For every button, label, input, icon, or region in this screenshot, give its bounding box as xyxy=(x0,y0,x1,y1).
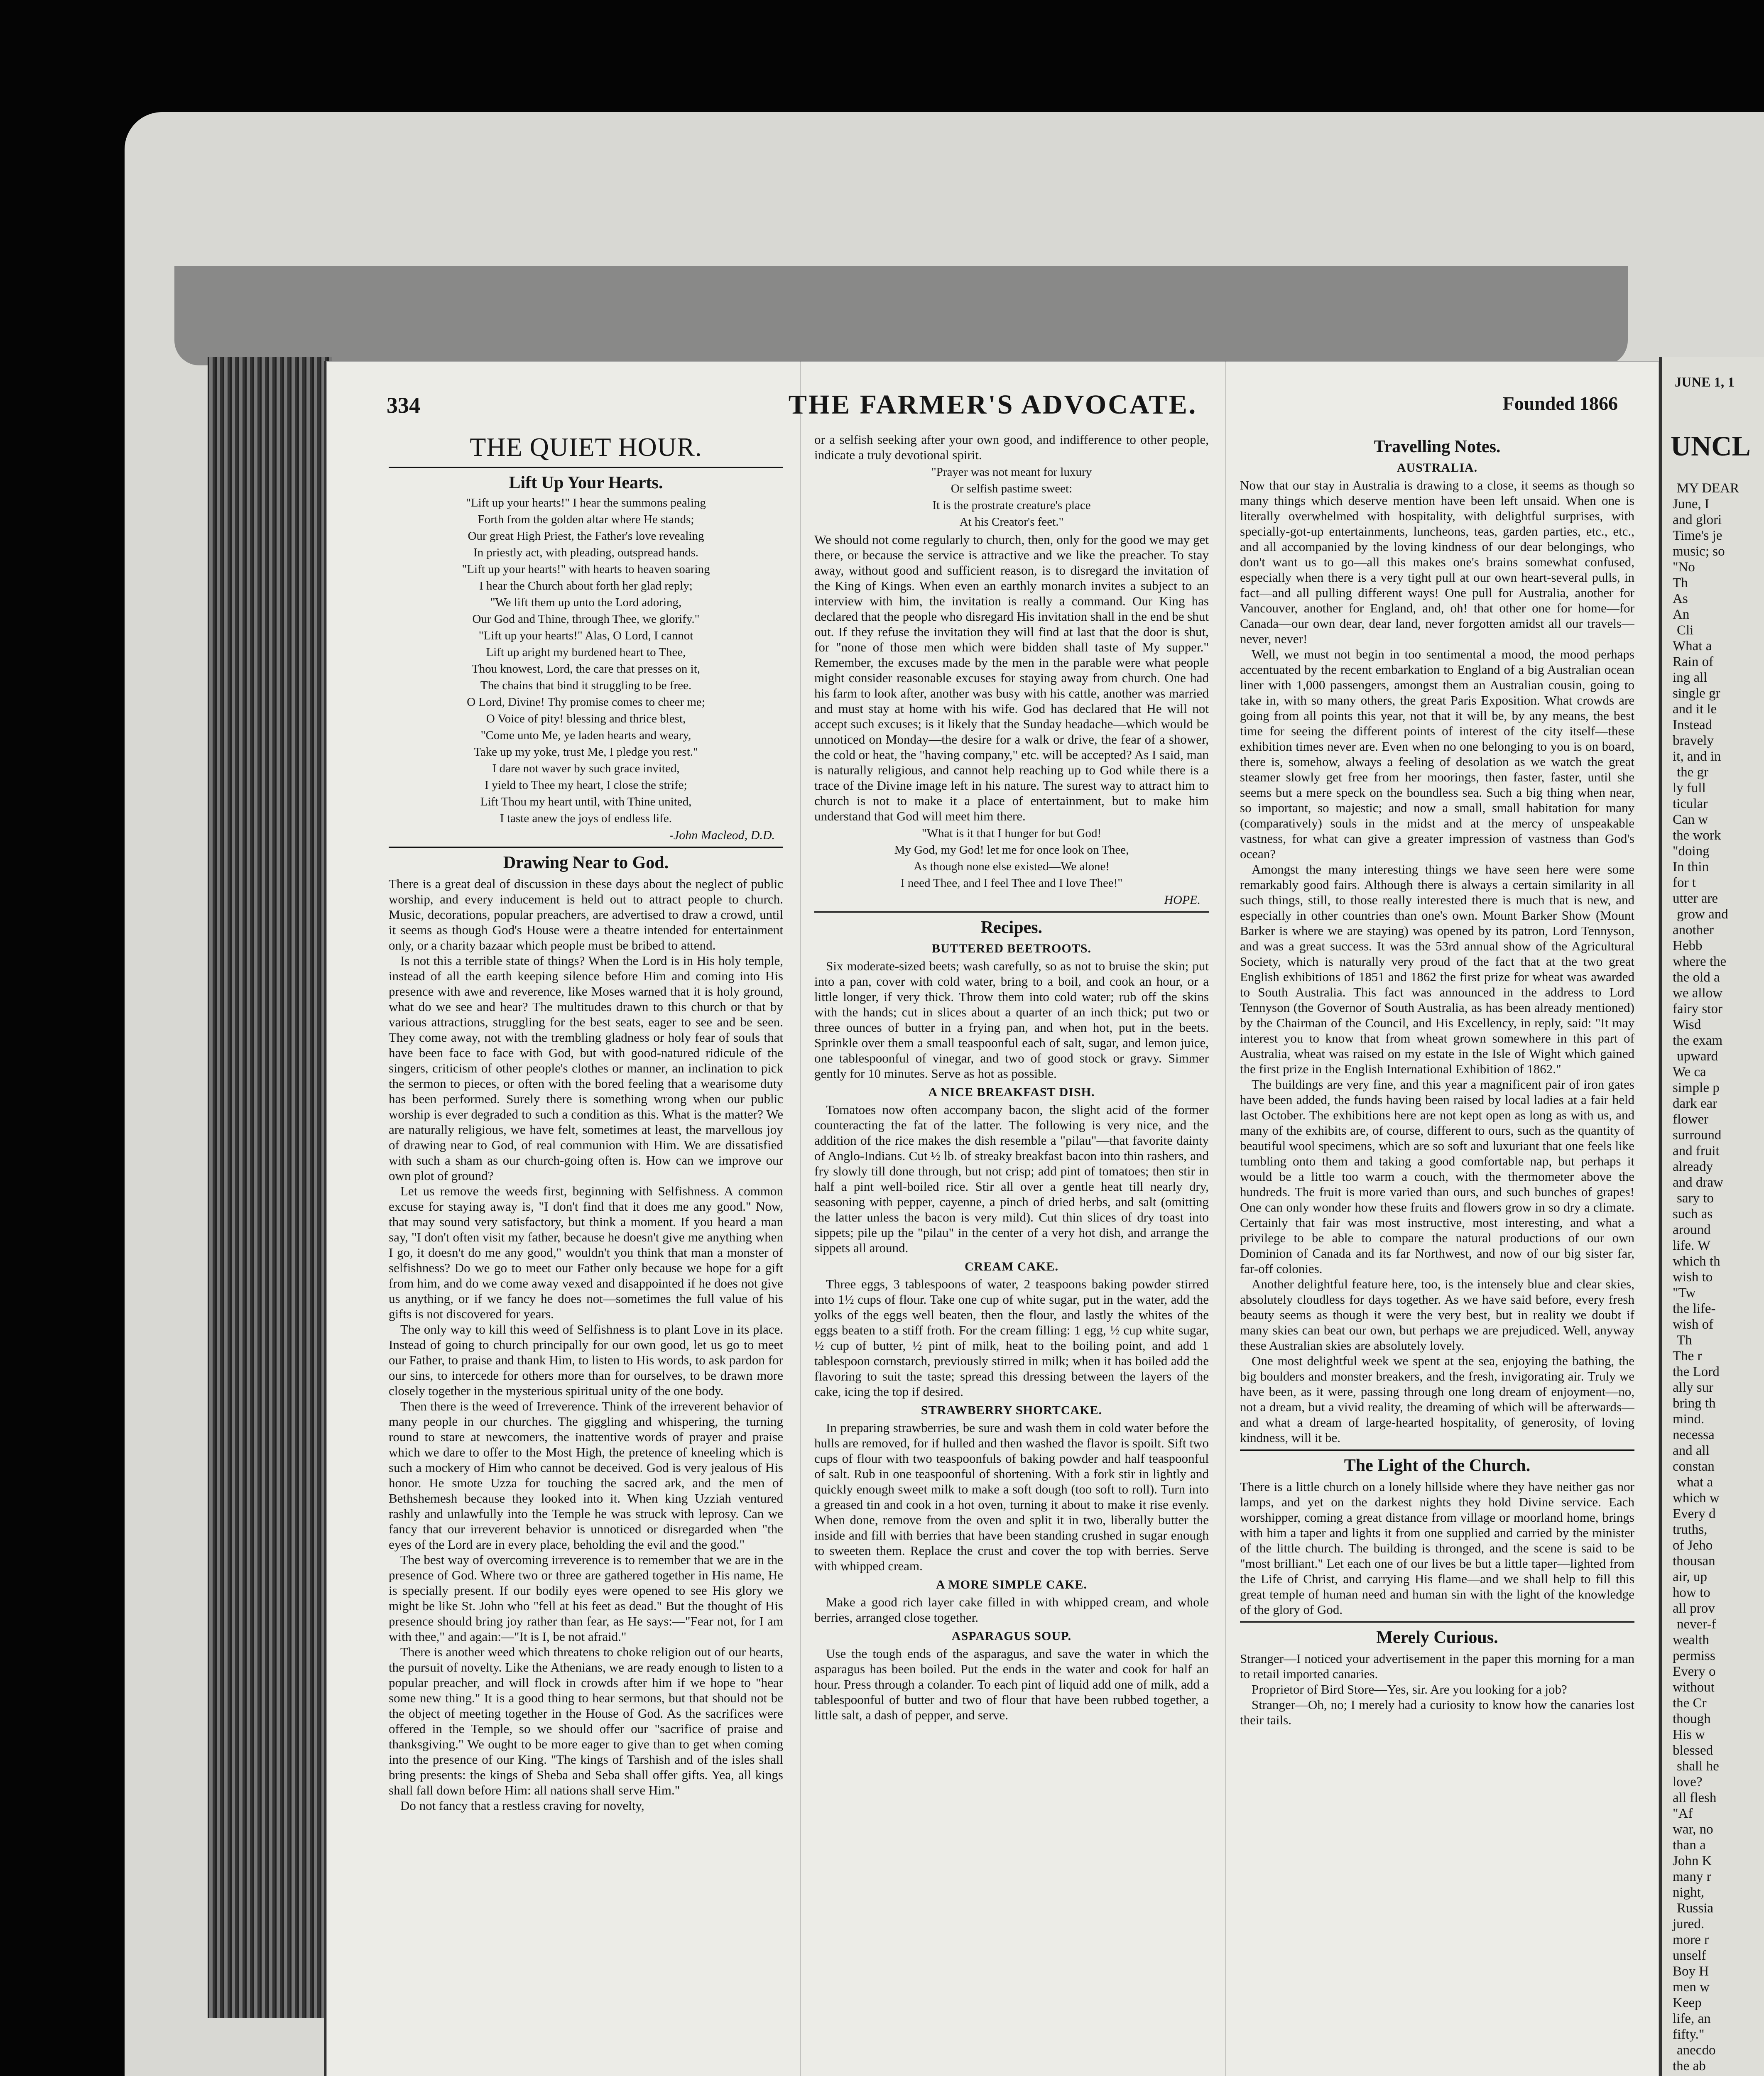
poem-line: In priestly act, with pleading, outspread hands. xyxy=(473,546,698,559)
quote-line: As though none else existed—We alone! xyxy=(913,860,1110,873)
adjacent-line: already xyxy=(1673,1159,1713,1174)
adjacent-line: which w xyxy=(1673,1491,1720,1506)
quote-line: At his Creator's feet." xyxy=(959,515,1064,529)
adjacent-line: Th xyxy=(1677,1333,1692,1348)
adjacent-line: John K xyxy=(1673,1853,1712,1868)
adjacent-line: Keep xyxy=(1673,1995,1702,2010)
adjacent-line: An xyxy=(1673,607,1690,622)
adjacent-line: blessed xyxy=(1673,1743,1713,1758)
adjacent-line: the Lord xyxy=(1673,1364,1720,1379)
adjacent-line: simple p xyxy=(1673,1080,1720,1095)
adjacent-line: the Cr xyxy=(1673,1696,1707,1711)
adjacent-line: and fruit xyxy=(1673,1143,1720,1158)
quote-line: My God, my God! let me for once look on Thee, xyxy=(894,843,1129,857)
adjacent-line: all prov xyxy=(1673,1601,1715,1616)
adjacent-line: surround xyxy=(1673,1128,1722,1143)
adjacent-line: ing all xyxy=(1673,670,1708,685)
quote-line: Or selfish pastime sweet: xyxy=(951,482,1073,495)
poem-line: Our God and Thine, through Thee, we glorify." xyxy=(472,612,700,626)
quote-line: "Prayer was not meant for luxury xyxy=(931,465,1092,479)
adjacent-line: Instead xyxy=(1673,717,1713,732)
adjacent-line: it, and in xyxy=(1673,749,1721,764)
adjacent-line: for t xyxy=(1673,875,1696,890)
title-rule xyxy=(389,467,783,468)
travel-paragraph: Another delightful feature here, too, is the intensely blue and clear skies, absolutely cloudless for days together. As we have said before, every fresh beauty seems as though it were the very best, but in reality we doubt if many skies can beat our own, but perhaps we are prejudiced. Well, anyway these Australian skies are absolutely lovely. xyxy=(1240,1277,1634,1353)
adjacent-line: the old a xyxy=(1673,970,1720,985)
adjacent-line: permiss xyxy=(1673,1648,1715,1663)
adjacent-line: flower xyxy=(1673,1112,1709,1127)
travel-paragraph: The buildings are very fine, and this year a magnificent pair of iron gates have been added, the funds having been raised by local ladies at a fair held last October. The exhibitions here are not kept open as long as with us, and many of the exhibits are, of course, different to ours, such as the quantity of beautiful wool specimens, which are so soft and luxuriant that one feels like tumbling onto them and taking a good comfortable nap, but perhaps it would be a little too warm a couch, with the thermometer above the hundreds. The fruit is more varied than ours, and such bunches of grapes! One can only wonder how these fruits and flowers grow in so dry a climate. Certainly that fair was most instructive, most interesting, and what a privilege to be able to compare the natural productions of our own Dominion of Canada and its far Northwest, and now of our big sister far, far-off colonies. xyxy=(1240,1077,1634,1276)
recipe-text: Use the tough ends of the asparagus, and save the water in which the asparagus has been boiled. Put the ends in the water and cook for half an hour. Press through a colander. To each pint of liquid add one of milk, add a tablespoonful of butter and two of flour that have been rubbed together, a little salt, a dash of pepper, and serve. xyxy=(814,1646,1209,1722)
adjacent-line: shall he xyxy=(1677,1759,1719,1774)
poem-block xyxy=(389,496,783,825)
adjacent-line: and all xyxy=(1673,1443,1710,1458)
adjacent-line: We ca xyxy=(1673,1065,1706,1080)
adjacent-line: ally sur xyxy=(1673,1380,1714,1395)
adjacent-line: the gr xyxy=(1677,765,1709,780)
adjacent-line: life. W xyxy=(1673,1238,1711,1253)
adjacent-line: Russia xyxy=(1677,1901,1714,1916)
article-title: Drawing Near to God. xyxy=(503,853,669,872)
curious-line: Proprietor of Bird Store—Yes, sir. Are you looking for a job? xyxy=(1252,1682,1567,1697)
travel-article xyxy=(1240,477,1634,1445)
continued-text: or a selfish seeking after your own good, and indifference to other people, indicate a truly devotional spirit. xyxy=(814,432,1209,462)
adjacent-line: single gr xyxy=(1673,686,1720,701)
adjacent-line: As xyxy=(1673,591,1688,606)
recipes-list xyxy=(814,942,1209,1723)
poem-line: Thou knowest, Lord, the care that presses on it, xyxy=(471,662,701,676)
recipe-title: ASPARAGUS SOUP. xyxy=(951,1629,1072,1643)
page-header xyxy=(326,389,1659,430)
founded-label: Founded 1866 xyxy=(1502,393,1618,414)
column-divider xyxy=(1225,361,1226,2076)
adjacent-line: how to xyxy=(1673,1585,1710,1600)
adjacent-line: June, I xyxy=(1673,497,1709,512)
poem-line: The chains that bind it struggling to be free. xyxy=(480,679,692,692)
adjacent-line: Rain of xyxy=(1673,654,1714,669)
adjacent-line: ticular xyxy=(1673,796,1708,811)
adjacent-title: UNCL xyxy=(1671,430,1751,462)
adjacent-line: of Jeho xyxy=(1673,1538,1713,1553)
book-page-edges xyxy=(208,357,332,2018)
newspaper-page xyxy=(324,361,1659,2076)
recipe-title: A NICE BREAKFAST DISH. xyxy=(928,1085,1095,1099)
travel-paragraph: Well, we must not begin in too sentimental a mood, the mood perhaps accentuated by the recent embarkation to England of a big Australian ocean liner with 1,000 passengers, amongst them an Australian cousin, going to take in, with so many others, the great Paris Exposition. What crowds are going from all points this year, not that it will be, by any means, the best time for seeing the different points of interest of the city itself—these exhibition times never are. Even when no one belonging to you is on board, there is, somehow, always a feeling of desolation as we watch the great steamer slowly get free from her moorings, then faster, faster, until she seems but a mere speck on the boundless sea. Such a big thing when near, so important, so majestic; and now a small, small habitation for many (comparatively) souls in the midst and at the mercy of unspeakable vastness, for what can give a greater impression of vastness than God's ocean? xyxy=(1240,647,1634,861)
adjacent-line: than a xyxy=(1673,1838,1706,1853)
adjacent-line: many r xyxy=(1673,1869,1711,1884)
adjacent-line: and draw xyxy=(1673,1175,1723,1190)
adjacent-line: dark ear xyxy=(1673,1096,1717,1111)
adjacent-line: wealth xyxy=(1673,1633,1709,1648)
adjacent-line: His w xyxy=(1673,1727,1705,1742)
section-rule xyxy=(389,847,783,848)
column-divider xyxy=(800,361,801,2076)
section-rule xyxy=(1240,1449,1634,1451)
adjacent-line: though xyxy=(1673,1711,1711,1726)
recipe-text: Make a good rich layer cake filled in with whipped cream, and whole berries, arranged close together. xyxy=(814,1595,1209,1625)
adjacent-line: around xyxy=(1673,1222,1711,1237)
poem-line: I hear the Church about forth her glad reply; xyxy=(479,579,693,592)
section-rule xyxy=(1240,1621,1634,1623)
adjacent-line: night, xyxy=(1673,1885,1705,1900)
poem-line: Forth from the golden altar where He stands; xyxy=(478,513,694,526)
adjacent-line: men w xyxy=(1673,1980,1710,1995)
adjacent-line: "Tw xyxy=(1673,1285,1696,1300)
quote-line: I need Thee, and I feel Thee and I love Thee!" xyxy=(900,876,1123,890)
adjacent-line: all flesh xyxy=(1673,1790,1717,1805)
adjacent-line: fifty." xyxy=(1673,2027,1705,2042)
recipes-title: Recipes. xyxy=(980,918,1043,937)
section-title: THE QUIET HOUR. xyxy=(470,432,702,462)
curious-title: Merely Curious. xyxy=(1376,1628,1498,1647)
poem-line: "Come unto Me, ye laden hearts and weary, xyxy=(480,729,691,742)
adjacent-line: upward xyxy=(1677,1049,1718,1064)
adjacent-line: such as xyxy=(1673,1207,1713,1222)
adjacent-line: what a xyxy=(1677,1475,1713,1490)
poem-line: O Lord, Divine! Thy promise comes to cheer me; xyxy=(467,695,705,709)
adjacent-line: which th xyxy=(1673,1254,1720,1269)
section-rule xyxy=(814,911,1209,913)
adjacent-page-fragment xyxy=(1659,357,1764,2076)
article-paragraph: The best way of overcoming irreverence is to remember that we are in the presence of God. Where two or three are gathered together in His name, He is specially present. If our bodily eyes were opened to see His glory we might be like St. John who "fell at his feet as dead." But the thought of His presence should bring joy rather than fear, as He says:—"Fear not, for I am with thee," and again:—"It is I, be not afraid." xyxy=(389,1552,783,1644)
adjacent-line: wish of xyxy=(1673,1317,1714,1332)
poem-line: I yield to Thee my heart, I close the strife; xyxy=(485,778,687,792)
adjacent-line: mind. xyxy=(1673,1412,1705,1427)
adjacent-line: Hebb xyxy=(1673,938,1703,953)
adjacent-line: Cli xyxy=(1677,623,1694,638)
adjacent-line: MY DEAR xyxy=(1677,481,1740,496)
poem-line: "Lift up your hearts!" I hear the summons pealing xyxy=(466,496,706,509)
quote-line: "What is it that I hunger for but God! xyxy=(921,827,1102,840)
adjacent-line: we allow xyxy=(1673,986,1723,1001)
adjacent-line: more r xyxy=(1673,1932,1709,1947)
adjacent-line: love? xyxy=(1673,1775,1703,1790)
poem-line: O Voice of pity! blessing and thrice blest, xyxy=(486,712,686,725)
article-paragraph: There is a great deal of discussion in these days about the neglect of public worship, and every inducement is held out to attract people to church. Music, decorations, popular preachers, are advertised to draw a crowd, until it seems as though God's House were a theatre intended for entertainment only, or a charity bazaar which people must be bribed to attend. xyxy=(389,876,783,952)
masthead-title: THE FARMER'S ADVOCATE. xyxy=(788,389,1198,420)
poem-line: "We lift them up unto the Lord adoring, xyxy=(490,596,682,609)
adjacent-line: The r xyxy=(1673,1349,1702,1364)
article-continuation xyxy=(814,532,1209,824)
adjacent-line: Th xyxy=(1673,575,1688,590)
adjacent-line: sary to xyxy=(1677,1191,1714,1206)
adjacent-line: What a xyxy=(1673,639,1712,654)
poem-line: I taste anew the joys of endless life. xyxy=(500,812,672,825)
article-paragraph: We should not come regularly to church, then, only for the good we may get there, or because the service is attractive and we like the preacher. To stay away, without good and sufficient reason, is to disregard the invitation of the King of Kings. When even an earthly monarch invites a subject to an interview with him, the invitation is really a command. Our King has declared that the people who disregard His invitation shall in the end be shut out. If they refuse the invitation they will find at last that the door is shut, for "none of those men which were bidden shall taste of My supper." Remember, the excuses made by the men in the parable were what people might consider reasonable excuses for staying away from church. One had his farm to look after, another was busy with his cattle, another was married and must stay at home with his wife. God has declared that He will not accept such excuses; is it likely that the Sunday headache—which would be unnoticed on Monday—the desire for a walk or drive, the fear of a shower, the cold or heat, the "having company," etc. will be accepted? As I said, man is naturally religious, and cannot help reaching up to God while there is a trace of the Divine image left in his nature. The surest way to attract him to church is not to make it a place of entertainment, but to make him understand that God will meet him there. xyxy=(814,532,1209,823)
adjacent-line: the exam xyxy=(1673,1033,1723,1048)
light-text: There is a little church on a lonely hillside where they have neither gas nor lamps, and yet on the darkest nights they hold Divine service. Each worshipper, coming a great distance from village or moorland home, brings with him a taper and lights it from one supplied and carried by the minister of the little church. The building is thronged, and the scene is said to be "most brilliant." Let each one of our lives be but a little taper—lighted from the Life of Christ, and carrying His flame—and we shall help to fill this great temple of human need and human sin with the light of the knowledge of the glory of God. xyxy=(1240,1479,1634,1617)
adjacent-line: Time's je xyxy=(1673,528,1722,543)
travel-paragraph: Amongst the many interesting things we have seen here were some remarkably good fairs. Although there is always a certain similarity in all such things, still, to those really interested there is much that is new, and especially in other countries than one's own. Mount Barker Show (Mount Barker is where we are staying) was opened by its patron, Lord Tennyson, and was a great success. It was the 53rd annual show of the Agricultural Society, which is naturally very proud of the fact that at the two great English exhibitions of 1851 and 1862 the first prize for wheat was awarded to South Australia. This fact was announced in the address to Lord Tennyson (the Governor of South Australia, as has been already mentioned) by the Chairman of the Council, and His Excellency, in reply, said: "It may interest you to know that from wheat grown somewhere in this part of Australia, wheat was raised on my estate in the Isle of Wight which gained the first prize in the English International Exhibition of 1862." xyxy=(1240,862,1634,1076)
adjacent-line: "No xyxy=(1673,560,1695,575)
column-3 xyxy=(1240,432,1634,2030)
adjacent-line: the ab xyxy=(1673,2059,1706,2074)
adjacent-line: Boy H xyxy=(1673,1964,1709,1979)
page-shadow xyxy=(174,266,1628,365)
adjacent-header: JUNE 1, 1 xyxy=(1675,375,1735,390)
recipe-title: BUTTERED BEETROOTS. xyxy=(931,942,1092,955)
column-1 xyxy=(389,432,783,2030)
adjacent-line: never-f xyxy=(1677,1617,1716,1632)
adjacent-line: Can w xyxy=(1673,812,1708,827)
curious-text xyxy=(1240,1651,1634,1728)
adjacent-line: constan xyxy=(1673,1459,1715,1474)
adjacent-line: fairy stor xyxy=(1673,1001,1723,1016)
adjacent-line: Every o xyxy=(1673,1664,1716,1679)
adjacent-line: "doing xyxy=(1673,844,1710,859)
adjacent-line: where the xyxy=(1673,954,1727,969)
light-title: The Light of the Church. xyxy=(1344,1456,1531,1475)
article-paragraph: Let us remove the weeds first, beginning with Selfishness. A common excuse for staying away is, "I don't find that it does me any good." Now, that may sound very satisfactory, but think a moment. If you heard a man say, "I don't often visit my father, because he doesn't give me anything when I go, it doesn't do me any good," wouldn't you think that man a monster of selfishness? Do we go to meet our Father only because we hope for a gift from him, and do we come away vexed and disappointed if he does not give us anything, or if we fancy he does not—sometimes the full value of his gifts is not discovered for years. xyxy=(389,1184,783,1321)
recipe-text: Six moderate-sized beets; wash carefully, so as not to bruise the skin; put into a pan, cover with cold water, bring to a boil, and cook an hour, or a little longer, if very thick. Throw them into cold water; rub off the skins with the hands; cut in slices about a quarter of an inch thick; put two or three ounces of butter in a frying pan, and when hot, put in the beets. Sprinkle over them a small teaspoonful each of salt, sugar, and lemon juice, one tablespoonful of vinegar, and two of good stock or gravy. Simmer gently for 10 minutes. Serve as hot as possible. xyxy=(814,959,1209,1081)
adjacent-line: wish to xyxy=(1673,1270,1713,1285)
article-paragraph: Then there is the weed of Irreverence. Think of the irreverent behavior of many people in our churches. The giggling and whispering, the turning round to stare at newcomers, the inattentive words of prayer and praise which we dare to offer to the Most High, the pretence of kneeling which is such a mockery of Him who cannot be deceived. God is very jealous of His honor. He smote Uzza for touching the sacred ark, and the men of Bethshemesh because they looked into it. When king Uzziah ventured rashly and unlawfully into the Temple he was struck with leprosy. Can we fancy that our irreverent behavior is unnoticed or disregarded when "the eyes of the Lord are in every place, beholding the evil and the good." xyxy=(389,1399,783,1552)
adjacent-line: and it le xyxy=(1673,702,1717,717)
recipe-title: STRAWBERRY SHORTCAKE. xyxy=(921,1403,1102,1417)
adjacent-line: thousan xyxy=(1673,1554,1715,1569)
adjacent-line: unself xyxy=(1673,1948,1706,1963)
poem-title: Lift Up Your Hearts. xyxy=(509,473,663,492)
article-paragraph: The only way to kill this weed of Selfishness is to plant Love in its place. Instead of going to church principally for our own good, let us go to meet our Father, to praise and thank Him, to listen to His words, to ask pardon for our sins, to intercede for others more than for ourselves, to be drawn more closely together in the mysterious spiritual unity of the one body. xyxy=(389,1322,783,1398)
adjacent-line: the work xyxy=(1673,828,1721,843)
recipe-text: Tomatoes now often accompany bacon, the slight acid of the former counteracting the fat of the latter. The following is very nice, and the addition of the rice makes the dish resemble a "pilau"—that favorite dainty of Anglo-Indians. Cut ½ lb. of streaky breakfast bacon into thin rashers, and fry slowly till done through, but not crisp; add pint of tomatoes; then stir in half a pint well-boiled rice. Stir all over a gentle heat till nearly dry, seasoning with pepper, cayenne, a pinch of dried herbs, and salt (omitting the latter unless the bacon is very mild). Cut thin slices of dry toast into sippets; pile up the "pilau" in the center of a very hot dish, and arrange the sippets all around. xyxy=(814,1102,1209,1255)
adjacent-line: anecdo xyxy=(1677,2043,1716,2058)
poem-line: "Lift up your hearts!" Alas, O Lord, I cannot xyxy=(478,629,693,642)
recipe-text: In preparing strawberries, be sure and wash them in cold water before the hulls are removed, for if hulled and then washed the flavor is spoilt. Sift two cups of flour with two teaspoonfuls of baking powder and half teaspoonful of salt. Rub in one teaspoonful of shortening. With a fork stir in lightly and quickly enough sweet milk to make a soft dough (too soft to roll). Turn into a greased tin and cook in a hot oven, turning it about to make it rise evenly. When done, remove from the oven and split it in two, liberally butter the inside and fill with berries that have been standing crushed in sugar enough to sweeten them. Replace the crust and cover the top with berries. Serve with whipped cream. xyxy=(814,1420,1209,1573)
quote-block xyxy=(814,465,1209,529)
poem-author: -John Macleod, D.D. xyxy=(669,828,775,842)
curious-line: Stranger—Oh, no; I merely had a curiosity to know how the canaries lost their tails. xyxy=(1240,1697,1634,1727)
adjacent-line: Every d xyxy=(1673,1506,1716,1521)
adjacent-line: Wisd xyxy=(1673,1017,1701,1032)
travel-title: Travelling Notes. xyxy=(1374,437,1501,456)
adjacent-line: necessa xyxy=(1673,1427,1715,1442)
poem-line: Lift Thou my heart until, with Thine united, xyxy=(480,795,692,808)
poem-line: Take up my yoke, trust Me, I pledge you rest." xyxy=(474,745,698,759)
adjacent-line: war, no xyxy=(1673,1822,1713,1837)
adjacent-line: jured. xyxy=(1673,1917,1705,1932)
quote-line: It is the prostrate creature's place xyxy=(932,499,1091,512)
adjacent-line: music; so xyxy=(1673,544,1725,559)
adjacent-line: bravely xyxy=(1673,733,1714,748)
adjacent-line: and glori xyxy=(1673,512,1722,527)
adjacent-line: life, an xyxy=(1673,2011,1711,2026)
column-2 xyxy=(814,432,1209,2030)
closing-quote xyxy=(814,827,1209,890)
adjacent-line: utter are xyxy=(1673,891,1718,906)
recipe-title: A MORE SIMPLE CAKE. xyxy=(936,1578,1088,1591)
adjacent-line: without xyxy=(1673,1680,1715,1695)
adjacent-line: air, up xyxy=(1673,1569,1707,1584)
article-paragraph: Do not fancy that a restless craving for novelty, xyxy=(400,1798,644,1813)
adjacent-line: the life- xyxy=(1673,1301,1716,1316)
travel-subtitle: AUSTRALIA. xyxy=(1396,461,1478,475)
recipe-text: Three eggs, 3 tablespoons of water, 2 teaspoons baking powder stirred into 1½ cups of flour. Take one cup of white sugar, put in the water, add the yolks of the eggs well beaten, then the flour, and lastly the whites of the eggs beaten to a stiff froth. For the cream filling: 1 egg, ½ cup white sugar, ½ cup of butter, ½ pint of milk, heat to the boiling point, and add 1 tablespoon cornstarch, previously stirred in milk; when it has boiled add the flavoring to suit the taste; spread this dressing between the layers of the cake, icing the top if desired. xyxy=(814,1277,1209,1399)
adjacent-line: "Af xyxy=(1673,1806,1693,1821)
adjacent-line: bring th xyxy=(1673,1396,1716,1411)
poem-line: I dare not waver by such grace invited, xyxy=(492,762,680,775)
curious-line: Stranger—I noticed your advertisement in the paper this morning for a man to retail imported canaries. xyxy=(1240,1651,1634,1681)
adjacent-line: another xyxy=(1673,923,1714,938)
recipe-title: CREAM CAKE. xyxy=(965,1260,1058,1273)
article-paragraph: There is another weed which threatens to choke religion out of our hearts, the pursuit of novelty. Like the Athenians, we are ready enough to listen to a popular preacher, and will flock in crowds after him if we hope to "hear some new thing." It is a good thing to hear sermons, but that should not be the object of meeting together in the House of God. As the sacrifices were offered in the Temple, so we should offer our "sacrifice of praise and thanksgiving." We ought to be more eager to give than to get when coming into the presence of our King. "The kings of Tarshish and of the isles shall bring presents: the kings of Sheba and Seba shall offer gifts. Yea, all kings shall fall down before Him: all nations shall serve Him." xyxy=(389,1645,783,1797)
adjacent-line: In thin xyxy=(1673,859,1709,874)
poem-line: Our great High Priest, the Father's love revealing xyxy=(468,529,704,543)
travel-paragraph: Now that our stay in Australia is drawing to a close, it seems as though so many things which deserve mention have been left unsaid. When one is literally overwhelmed with hospitality, with delightful surprises, with specially-got-up entertainments, luncheons, teas, garden parties, etc., etc., and all accompanied by the loving kindness of our dear belongings, who don't want us to go—all this makes one's brains somewhat confused, especially when there is a very tight pull at our own heart-several pulls, in fact—and all pulling different ways! One pull for Australia, another for Vancouver, another for England, and, oh! that other one for home—for Canada—our own dear, dear land, never forgotten amidst all our travels—never, never! xyxy=(1240,478,1634,646)
adjacent-line: ly full xyxy=(1673,781,1706,796)
travel-paragraph: One most delightful week we spent at the sea, enjoying the bathing, the big boulders and monster breakers, and the fresh, invigorating air. Truly we have been, as it were, passing through one long dream of enjoyment—no, not a dream, but a vivid reality, the dreaming of which will be afterwards—and what a dream of large-hearted hospitality, of generosity, of loving kindness, will it be. xyxy=(1240,1354,1634,1445)
adjacent-line: grow and xyxy=(1677,907,1728,922)
adjacent-line: truths, xyxy=(1673,1522,1708,1537)
poem-line: Lift up aright my burdened heart to Thee, xyxy=(486,646,686,659)
poem-line: "Lift up your hearts!" with hearts to heaven soaring xyxy=(462,563,710,576)
signature: HOPE. xyxy=(1164,893,1200,907)
article-paragraph: Is not this a terrible state of things? When the Lord is in His holy temple, instead of all the earth keeping silence before Him and coming into His presence with awe and reverence, like Moses warned that it is holy ground, what do we see and hear? The multitudes drawn to this church or that by various attractions, struggling for the best seats, eager to see and be seen. They come away, not with the trembling gladness or holy fear of souls that have been face to face with God, but with good-natured ridicule of the singers, criticism of other people's clothes or manner, an inclination to pick the sermon to pieces, or often with the bored feeling that a wearisome duty has been performed. Surely there is something wrong when our public worship is ever degraded to such a condition as this. What is the matter? We are naturally religious, we have felt, sometimes at least, the marvellous joy of drawing near to God, of real communion with Him. We are dissatisfied with such a sham as our church-going often is. How can we improve our own plot of ground? xyxy=(389,953,783,1183)
page-number: 334 xyxy=(387,393,420,418)
article-body xyxy=(389,876,783,1813)
